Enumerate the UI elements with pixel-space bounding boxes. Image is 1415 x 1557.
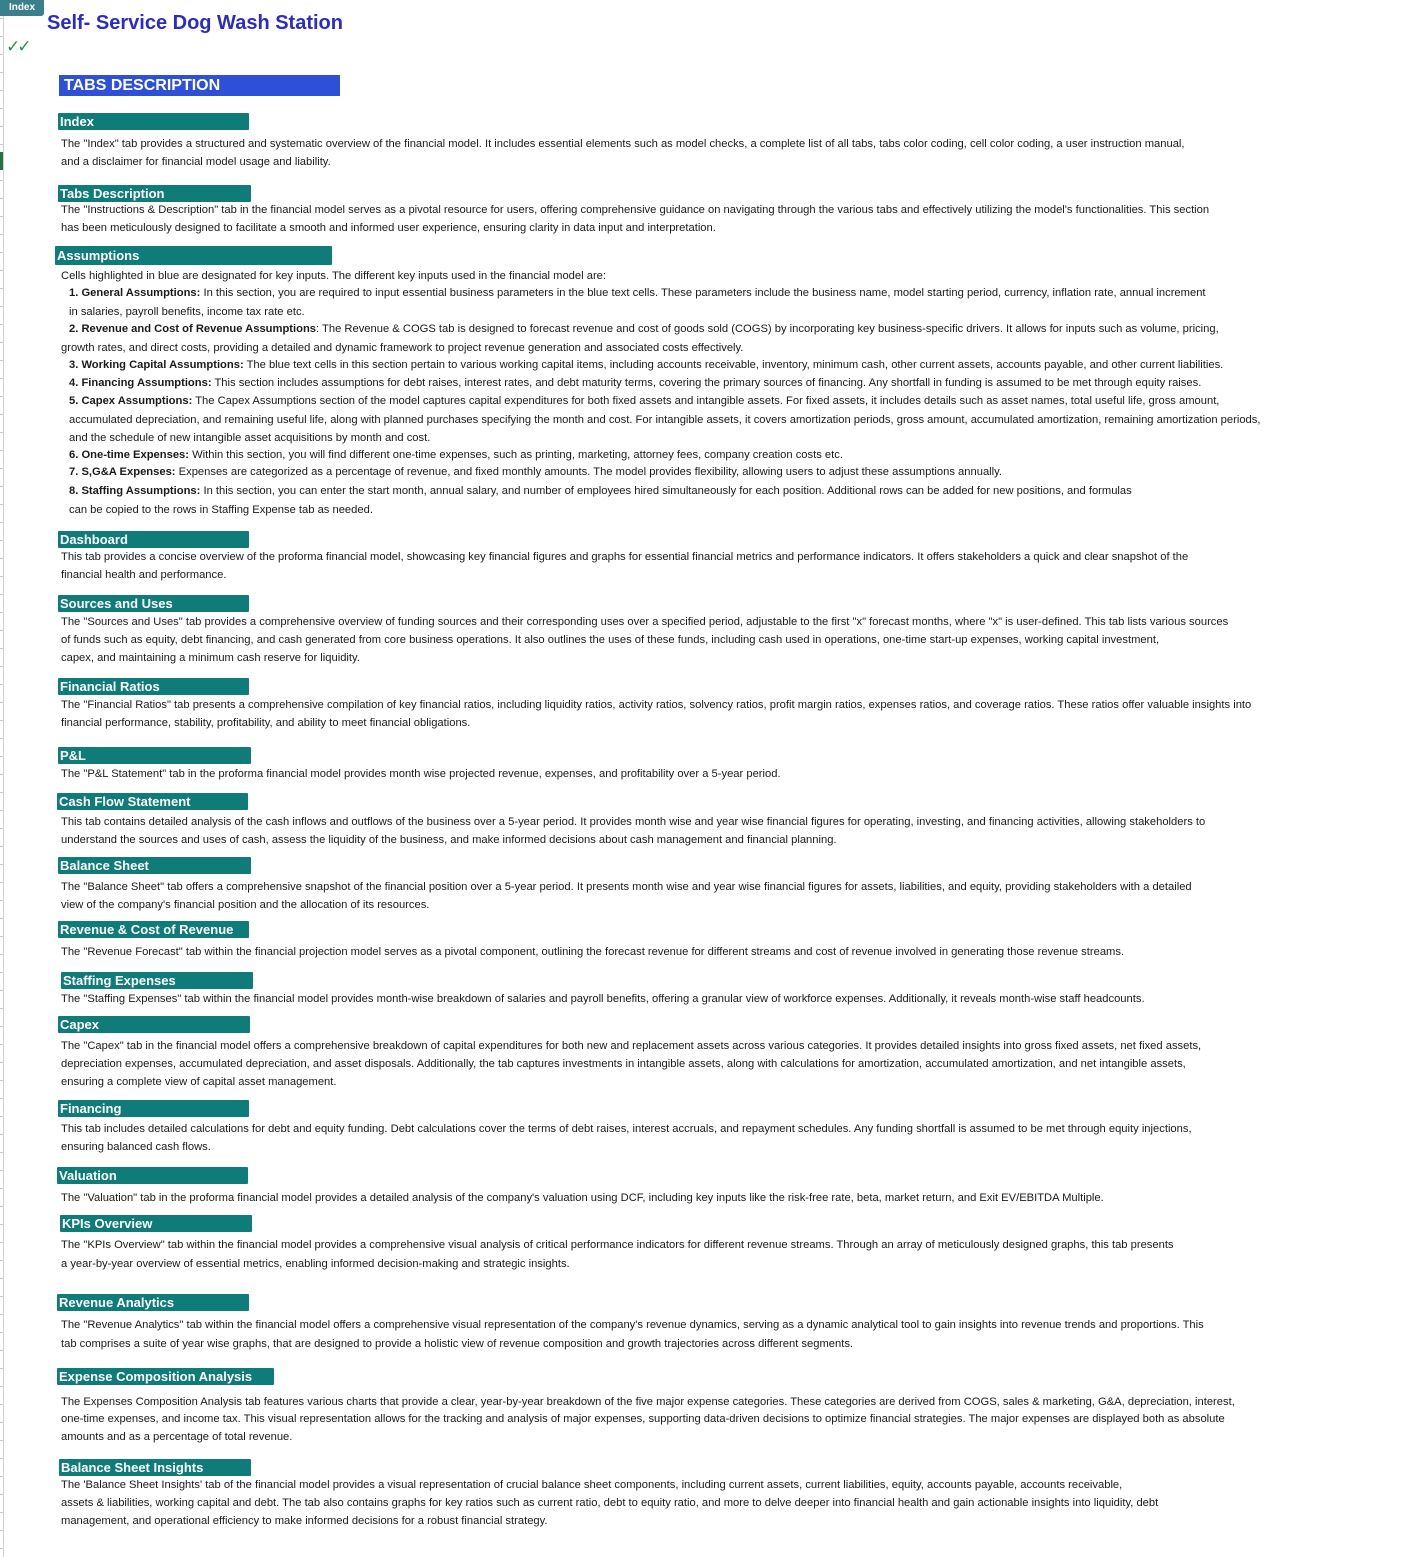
tabs-description-line-1: The "Instructions & Description" tab in the financial model serves as a pivotal resource for users, offering comprehensive guidance on navigating through the various tabs and effectively utilizing the model's functionalities. This section	[61, 204, 1210, 216]
assumption-item-1-cont: in salaries, payroll benefits, income tax rate etc.	[69, 306, 305, 318]
expense-composition-line-2: one-time expenses, and income tax. This visual representation allows for the tracking and analysis of major expenses, supporting data-driven decisions to optimize financial strategies. The major expenses are displayed both as absolute	[61, 1413, 1225, 1425]
index-desc-line-2: and a disclaimer for financial model usage and liability.	[61, 156, 331, 168]
tabs-description-line-2: has been meticulously designed to facilitate a smooth and informed user experience, ensuring clarity in data input and interpretation.	[61, 222, 716, 234]
section-heading-balance-sheet: Balance Sheet	[58, 857, 251, 874]
dashboard-line-2: financial health and performance.	[61, 569, 227, 581]
valuation-line-1: The "Valuation" tab in the proforma financial model provides a detailed analysis of the company's valuation using DCF, including key inputs like the risk-free rate, beta, market return, and Exit EV/EBITDA Multiple.	[61, 1192, 1104, 1204]
financial-ratios-line-1: The "Financial Ratios" tab presents a comprehensive compilation of key financial ratios, including liquidity ratios, activity ratios, solvency ratios, profit margin ratios, expenses ratios, and coverage ratios. These ratios offer valuable insights into	[61, 699, 1252, 711]
dashboard-line-1: This tab provides a concise overview of the proforma financial model, showcasing key financial figures and graphs for essential financial metrics and performance indicators. It offers stakeholders a quick and clear snapshot of the	[61, 551, 1189, 563]
assumption-item-2: 2. Revenue and Cost of Revenue Assumptions: The Revenue & COGS tab is designed to forecast revenue and cost of goods sold (COGS) by incorporating key business-specific drivers. It allows for inputs such as volume, pricing,	[69, 323, 1219, 335]
assumption-item-1: 1. General Assumptions: In this section, you are required to input essential business parameters in the blue text cells. These parameters include the business name, model starting period, currency, inflation rate, annual increment	[69, 287, 1206, 299]
bs-insights-line-1: The 'Balance Sheet Insights' tab of the financial model provides a visual representation of crucial balance sheet components, including current assets, current liabilities, equity, accounts payable, accounts receivable,	[61, 1479, 1123, 1491]
page-title: Self- Service Dog Wash Station	[47, 12, 343, 34]
section-heading-pnl: P&L	[58, 747, 251, 764]
staffing-line-1: The "Staffing Expenses" tab within the financial model provides month-wise breakdown of salaries and payroll benefits, offering a granular view of workforce expenses. Additionally, it reveals month-wise staff headcounts.	[61, 993, 1145, 1005]
section-heading-cash-flow: Cash Flow Statement	[57, 793, 248, 810]
financing-line-2: ensuring balanced cash flows.	[61, 1141, 211, 1153]
financing-line-1: This tab includes detailed calculations for debt and equity funding. Debt calculations cover the terms of debt raises, interest accruals, and repayment schedules. Any funding shortfall is assumed to be met through equity injections,	[61, 1123, 1192, 1135]
capex-line-1: The "Capex" tab in the financial model offers a comprehensive breakdown of capital expenditures for both new and replacement assets across various categories. It provides detailed insights into gross fixed assets, net fixed assets,	[61, 1040, 1202, 1052]
kpis-line-1: The "KPIs Overview" tab within the financial model provides a comprehensive visual analysis of critical performance indicators for different revenue streams. Through an array of meticulously designed graphs, this tab presents	[61, 1239, 1174, 1251]
cash-flow-line-1: This tab contains detailed analysis of the cash inflows and outflows of the business over a 5-year period. It provides month wise and year wise financial figures for operating, investing, and financing activities, allowing stakeholders to	[61, 816, 1206, 828]
section-heading-bs-insights: Balance Sheet Insights	[59, 1459, 251, 1476]
assumption-item-7: 7. S,G&A Expenses: Expenses are categorized as a percentage of revenue, and fixed monthly amounts. The model provides flexibility, allowing users to adjust these assumptions annually.	[69, 466, 1003, 478]
assumption-item-5-cont-2: and the schedule of new intangible asset acquisitions by month and cost.	[69, 432, 431, 444]
section-heading-dashboard: Dashboard	[58, 531, 249, 548]
balance-sheet-line-2: view of the company's financial position and the allocation of its resources.	[61, 899, 430, 911]
sources-uses-line-3: capex, and maintaining a minimum cash reserve for liquidity.	[61, 652, 360, 664]
section-heading-capex: Capex	[58, 1016, 250, 1033]
index-desc-line-1: The "Index" tab provides a structured and systematic overview of the financial model. It includes essential elements such as model checks, a complete list of all tabs, tabs color coding, cell color coding, a user instruction manual,	[61, 138, 1185, 150]
revenue-analytics-line-2: tab comprises a suite of year wise graphs, that are designed to provide a holistic view of revenue composition and growth trajectories across different segments.	[61, 1338, 854, 1350]
assumption-item-3: 3. Working Capital Assumptions: The blue text cells in this section pertain to various working capital items, including accounts receivable, inventory, minimum cash, other current assets, accounts payable, and other current liabilities.	[69, 359, 1224, 371]
expense-composition-line-3: amounts and as a percentage of total revenue.	[61, 1431, 293, 1443]
index-nav-button[interactable]: Index	[0, 0, 44, 16]
section-heading-staffing: Staffing Expenses	[61, 972, 253, 989]
assumption-item-2-cont: growth rates, and direct costs, providing a detailed and dynamic framework to project revenue generation and associated costs effectively.	[61, 342, 744, 354]
balance-sheet-line-1: The "Balance Sheet" tab offers a comprehensive snapshot of the financial position over a 5-year period. It presents month wise and year wise financial figures for assets, liabilities, and equity, providing stakeholders with a detailed	[61, 881, 1192, 893]
assumption-item-4: 4. Financing Assumptions: This section includes assumptions for debt raises, interest rates, and debt maturity terms, covering the primary sources of financing. Any shortfall in funding is assumed to be met through equity raises.	[69, 377, 1202, 389]
section-heading-expense-composition: Expense Composition Analysis	[57, 1368, 274, 1385]
section-heading-revenue-analytics: Revenue Analytics	[57, 1294, 249, 1311]
kpis-line-2: a year-by-year overview of essential metrics, enabling informed decision-making and strategic insights.	[61, 1258, 570, 1270]
assumption-item-5-cont-1: accumulated depreciation, and remaining useful life, along with planned purchases specifying the month and cost. For intangible assets, it covers amortization periods, gross amount, accumulated amortization, remaining amortization periods,	[69, 414, 1261, 426]
section-heading-financing: Financing	[58, 1100, 249, 1117]
selected-row-marker	[0, 152, 3, 170]
assumptions-intro: Cells highlighted in blue are designated for key inputs. The different key inputs used in the financial model are:	[61, 270, 607, 282]
revenue-analytics-line-1: The "Revenue Analytics" tab within the financial model offers a comprehensive visual representation of the company's revenue dynamics, serving as a dynamic analytical tool to gain insights into revenue trends and proportions. This	[61, 1319, 1204, 1331]
section-heading-valuation: Valuation	[57, 1167, 248, 1184]
assumption-item-5: 5. Capex Assumptions: The Capex Assumptions section of the model captures capital expenditures for both fixed assets and intangible assets. For fixed assets, it includes details such as asset names, total useful life, gross amount,	[69, 395, 1220, 407]
sources-uses-line-2: of funds such as equity, debt financing, and cash generated from core business operations. It also outlines the uses of these funds, including cash used in operations, one-time start-up expenses, working capital investment,	[61, 634, 1160, 646]
section-heading-index: Index	[58, 113, 249, 130]
section-heading-sources-uses: Sources and Uses	[58, 595, 249, 612]
assumption-item-8-cont: can be copied to the rows in Staffing Expense tab as needed.	[69, 504, 373, 516]
section-heading-revenue-cost: Revenue & Cost of Revenue	[58, 921, 249, 938]
section-heading-tabs-description: Tabs Description	[58, 185, 251, 202]
tabs-description-header: TABS DESCRIPTION	[59, 75, 340, 96]
revenue-cost-line-1: The "Revenue Forecast" tab within the financial projection model serves as a pivotal component, outlining the forecast revenue for different streams and cost of revenue involved in generating those revenue streams.	[61, 946, 1125, 958]
assumption-item-8: 8. Staffing Assumptions: In this section, you can enter the start month, annual salary, and number of employees hired simultaneously for each position. Additional rows can be added for new positions, and formulas	[69, 485, 1132, 497]
model-check-icon: ✓✓	[6, 37, 29, 56]
cash-flow-line-2: understand the sources and uses of cash, assess the liquidity of the business, and make informed decisions about cash management and financial planning.	[61, 834, 837, 846]
pnl-line-1: The "P&L Statement" tab in the proforma financial model provides month wise projected revenue, expenses, and profitability over a 5-year period.	[61, 768, 781, 780]
bs-insights-line-3: management, and operational efficiency to make informed decisions for a robust financial strategy.	[61, 1515, 548, 1527]
bs-insights-line-2: assets & liabilities, working capital and debt. The tab also contains graphs for key ratios such as current ratio, debt to equity ratio, and more to delve deeper into financial health and gain actionable insights into liquidity, debt	[61, 1497, 1159, 1509]
financial-ratios-line-2: financial performance, stability, profitability, and ability to meet financial obligations.	[61, 717, 471, 729]
section-heading-kpis: KPIs Overview	[60, 1215, 252, 1232]
capex-line-2: depreciation expenses, accumulated depreciation, and asset disposals. Additionally, the tab captures investments in intangible assets, along with calculations for amortization, accumulated amortization, and net intangible assets,	[61, 1058, 1186, 1070]
section-heading-financial-ratios: Financial Ratios	[58, 678, 249, 695]
assumption-item-6: 6. One-time Expenses: Within this section, you will find different one-time expenses, such as printing, marketing, attorney fees, company creation costs etc.	[69, 449, 843, 461]
capex-line-3: ensuring a complete view of capital asset management.	[61, 1076, 337, 1088]
row-gutter	[0, 0, 4, 1557]
expense-composition-line-1: The Expenses Composition Analysis tab features various charts that provide a clear, year-by-year breakdown of the five major expense categories. These categories are derived from COGS, sales & marketing, G&A, depreciation, interest,	[61, 1396, 1235, 1408]
section-heading-assumptions: Assumptions	[55, 246, 332, 265]
sources-uses-line-1: The "Sources and Uses" tab provides a comprehensive overview of funding sources and their corresponding uses over a specified period, adjustable to the first "x" forecast months, where "x" is user-defined. This tab lists various sources	[61, 616, 1229, 628]
